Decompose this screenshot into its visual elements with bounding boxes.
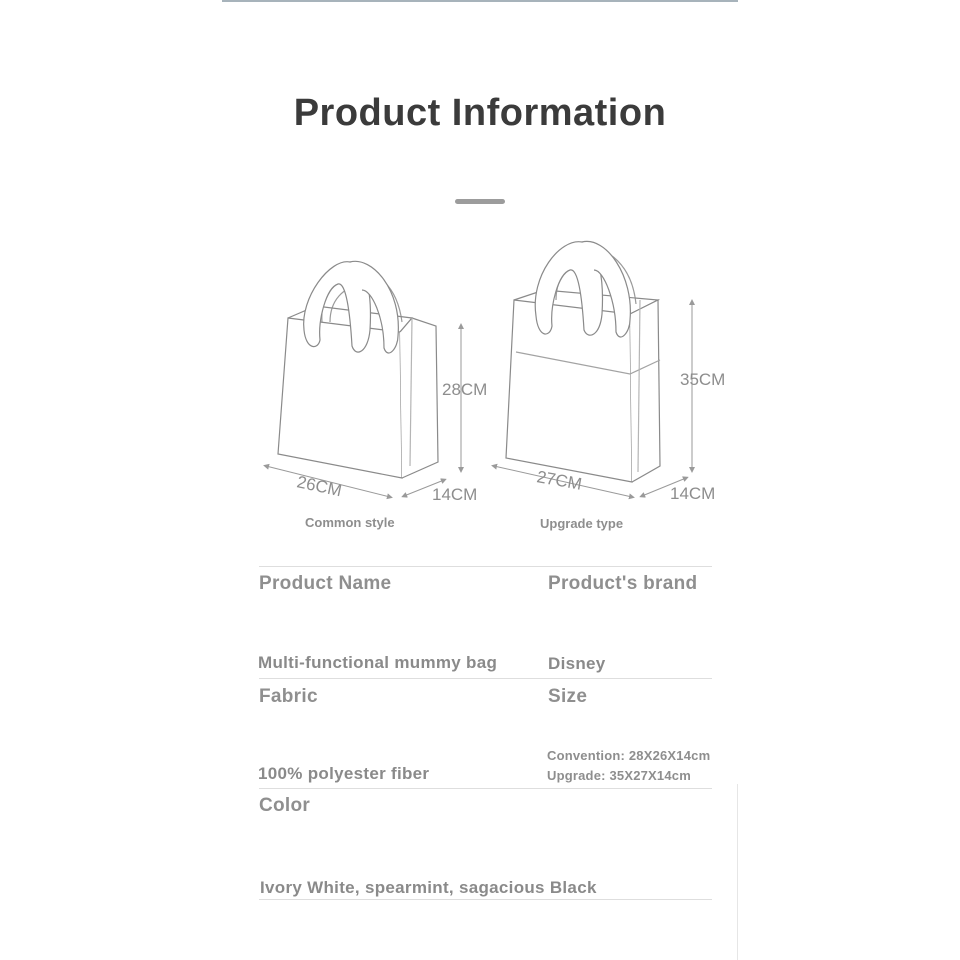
size-label: Size [548, 686, 588, 707]
spec-divider [259, 788, 712, 789]
spec-divider [259, 678, 712, 679]
spec-divider [259, 566, 712, 567]
spec-divider [259, 899, 712, 900]
color-label: Color [259, 795, 311, 816]
upgrade-width-label: 27CM [535, 467, 584, 494]
common-style-caption: Common style [305, 515, 395, 530]
color-value: Ivory White, spearmint, sagacious Black [260, 878, 597, 897]
fabric-label: Fabric [259, 686, 318, 707]
page-title: Product Information [293, 92, 667, 134]
size-upgrade-value: Upgrade: 35X27X14cm [547, 768, 691, 783]
common-depth-label: 14CM [432, 485, 478, 504]
size-convention-value: Convention: 28X26X14cm [547, 748, 711, 763]
upgrade-bag-illustration [506, 241, 660, 482]
product-name-value: Multi-functional mummy bag [258, 653, 498, 672]
upgrade-type-caption: Upgrade type [540, 516, 624, 531]
common-bag-illustration [278, 261, 438, 478]
common-width-label: 26CM [295, 472, 344, 501]
brand-value: Disney [548, 654, 606, 673]
product-name-label: Product Name [259, 573, 392, 594]
upgrade-depth-label: 14CM [670, 484, 716, 503]
brand-label: Product's brand [548, 573, 698, 594]
fabric-value: 100% polyester fiber [258, 764, 430, 783]
common-height-label: 28CM [442, 380, 488, 399]
upgrade-height-label: 35CM [680, 370, 726, 389]
